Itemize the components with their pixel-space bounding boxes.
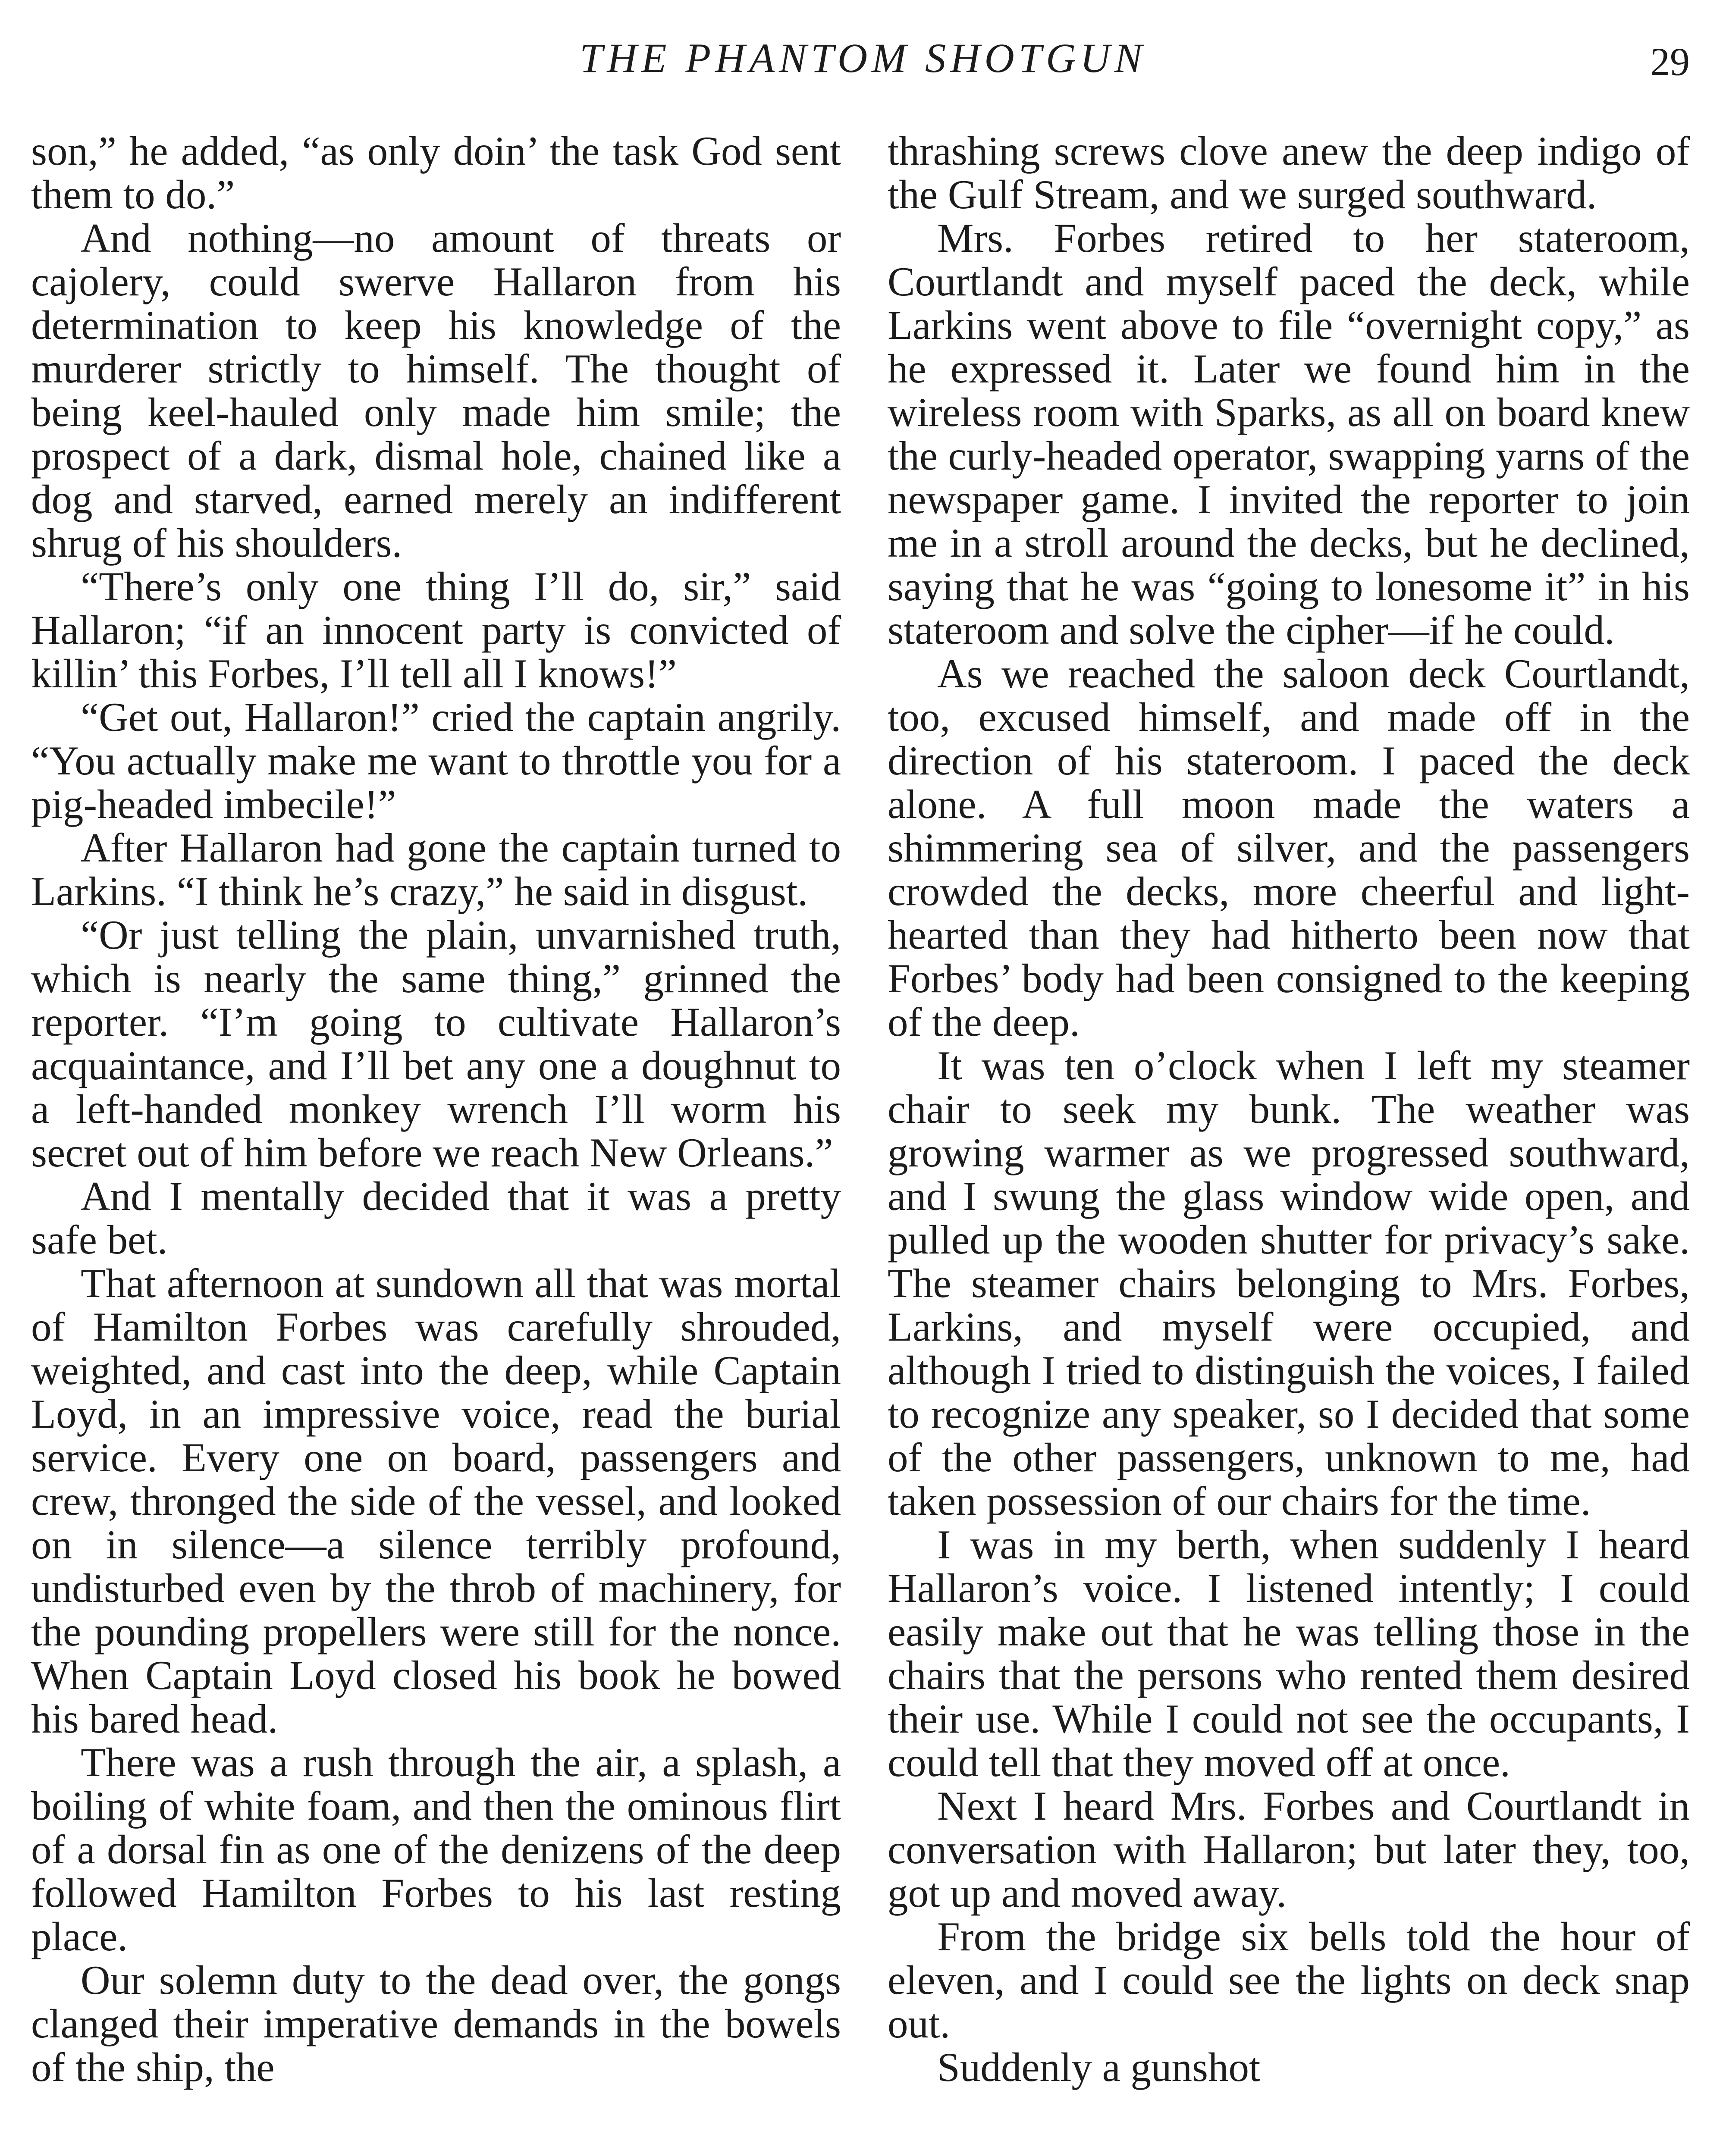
paragraph: Our solemn duty to the dead over, the gongs clanged their imperative demands in the bowels of the ship, the xyxy=(31,1957,841,2090)
page-number: 29 xyxy=(1650,40,1690,84)
paragraph: Suddenly a gunshot xyxy=(937,2044,1261,2090)
paragraph: There was a rush through the air, a splash, a boiling of white foam, and then the ominous flirt of a dorsal fin as one of the denizens of the deep followed Hamilton Forbes to his last resting place. xyxy=(31,1739,841,1959)
paragraph: As we reached the saloon deck Courtlandt, too, excused himself, and made off in the direction of his stateroom. I paced the deck alone. A full moon made the waters a shimmering sea of silver, and the passengers crowded the decks, more cheerful and light-hearted than they had hitherto been now that Forbes’ body had been consigned to the keeping of the deep. xyxy=(888,651,1690,1045)
right-text-column xyxy=(888,129,1690,2156)
paragraph: After Hallaron had gone the captain turned to Larkins. “I think he’s crazy,” he said in disgust. xyxy=(31,825,841,914)
page-header xyxy=(0,26,1726,95)
paragraph: “Get out, Hallaron!” cried the captain angrily. “You actually make me want to throttle you for a pig-headed imbecile!” xyxy=(31,694,841,827)
paragraph: From the bridge six bells told the hour of eleven, and I could see the lights on deck snap out. xyxy=(888,1914,1690,2046)
paragraph: “Or just telling the plain, unvarnished truth, which is nearly the same thing,” grinned the reporter. “I’m going to cultivate Hallaron’s acquaintance, and I’ll bet any one a doughnut to a left-handed monkey wrench I’ll worm his secret out of him before we reach New Orleans.” xyxy=(31,912,841,1175)
paragraph: Mrs. Forbes retired to her stateroom, Courtlandt and myself paced the deck, while Larkins went above to file “overnight copy,” as he expressed it. Later we found him in the wireless room with Sparks, as all on board knew the curly-headed operator, swapping yarns of the newspaper game. I invited the reporter to join me in a stroll around the decks, but he declined, saying that he was “going to lonesome it” in his stateroom and solve the cipher—if he could. xyxy=(888,215,1690,653)
paragraph: It was ten o’clock when I left my steamer chair to seek my bunk. The weather was growing warmer as we progressed southward, and I swung the glass window wide open, and pulled up the wooden shutter for privacy’s sake. The steamer chairs belonging to Mrs. Forbes, Larkins, and myself were occupied, and although I tried to distinguish the voices, I failed to recognize any speaker, so I decided that some of the other passengers, unknown to me, had taken possession of our chairs for the time. xyxy=(888,1043,1690,1524)
paragraph: Next I heard Mrs. Forbes and Courtlandt in conversation with Hallaron; but later they, too, got up and moved away. xyxy=(888,1783,1690,1916)
paragraph: thrashing screws clove anew the deep indigo of the Gulf Stream, and we surged southward. xyxy=(888,129,1690,217)
paragraph: And nothing—no amount of threats or cajolery, could swerve Hallaron from his determination to keep his knowledge of the murderer strictly to himself. The thought of being keel-hauled only made him smile; the prospect of a dark, dismal hole, chained like a dog and starved, earned merely an indifferent shrug of his shoulders. xyxy=(31,215,841,566)
paragraph: That afternoon at sundown all that was mortal of Hamilton Forbes was carefully shrouded, weighted, and cast into the deep, while Captain Loyd, in an impressive voice, read the burial service. Every one on board, passengers and crew, thronged the side of the vessel, and looked on in silence—a silence terribly profound, undisturbed even by the throb of machinery, for the pounding propellers were still for the nonce. When Captain Loyd closed his book he bowed his bared head. xyxy=(31,1260,841,1742)
paragraph: son,” he added, “as only doin’ the task God sent them to do.” xyxy=(31,129,841,217)
paragraph: I was in my berth, when suddenly I heard Hallaron’s voice. I listened intently; I could easily make out that he was telling those in the chairs that the persons who rented them desired their use. While I could not see the occupants, I could tell that they moved off at once. xyxy=(888,1522,1690,1785)
paragraph: And I mentally decided that it was a pretty safe bet. xyxy=(31,1173,841,1263)
left-text-column xyxy=(31,129,841,2156)
paragraph: “There’s only one thing I’ll do, sir,” said Hallaron; “if an innocent party is convicted of killin’ this Forbes, I’ll tell all I knows!” xyxy=(31,564,841,696)
running-title: THE PHANTOM SHOTGUN xyxy=(580,35,1146,81)
